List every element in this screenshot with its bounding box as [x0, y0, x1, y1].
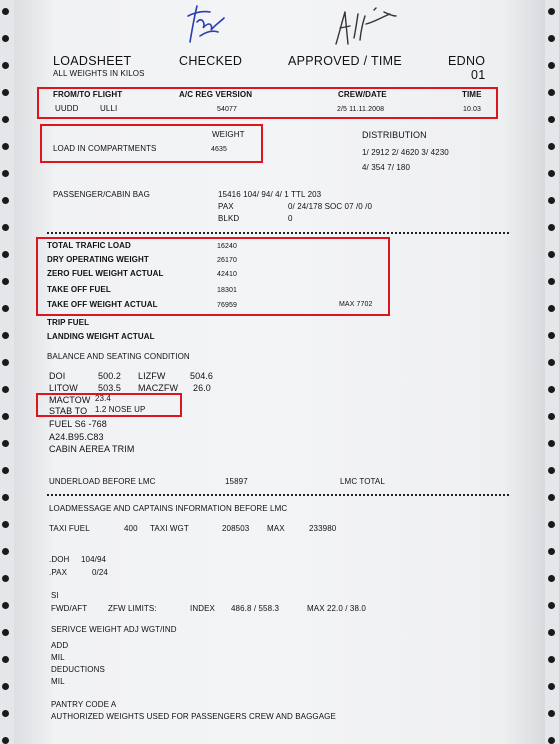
authorized-weights-note: AUTHORIZED WEIGHTS USED FOR PASSENGERS CREW AND BAGGAGE — [51, 712, 336, 721]
feed-hole — [2, 467, 9, 474]
weight-row-label: TAKE OFF WEIGHT ACTUAL — [47, 300, 158, 309]
feed-hole — [548, 602, 555, 609]
feed-hole — [2, 548, 9, 555]
feed-hole — [548, 737, 555, 744]
blkd-label: BLKD — [218, 214, 240, 223]
time-label: TIME — [462, 90, 482, 99]
flight-to: ULLI — [100, 104, 118, 113]
weights-unit-note: ALL WEIGHTS IN KILOS — [53, 69, 145, 78]
feed-hole — [2, 683, 9, 690]
service-mil-1: MIL — [51, 653, 65, 662]
doh-pax-label: .PAX — [49, 568, 68, 577]
taxi-fuel-value: 400 — [124, 524, 138, 533]
underload-label: UNDERLOAD BEFORE LMC — [49, 477, 156, 486]
feed-hole — [2, 197, 9, 204]
crew-date-label: CREW/DATE — [338, 90, 387, 99]
weight-row-label: ZERO FUEL WEIGHT ACTUAL — [47, 269, 164, 278]
feed-hole — [2, 521, 9, 528]
time-value: 10.03 — [463, 106, 482, 113]
fuel-index: FUEL S6 -768 — [49, 419, 107, 429]
taxi-max-label: MAX — [267, 524, 285, 533]
feed-hole — [2, 35, 9, 42]
checked-label: CHECKED — [179, 54, 243, 68]
feed-hole — [2, 278, 9, 285]
feed-hole — [548, 35, 555, 42]
maczfw-label: MACZFW — [138, 383, 179, 393]
weight-row-label: DRY OPERATING WEIGHT — [47, 255, 149, 264]
load-in-compartments-value: 4635 — [211, 146, 227, 153]
feed-hole — [2, 359, 9, 366]
feed-hole — [2, 602, 9, 609]
pax-value: 0/ 24/178 SOC 07 /0 /0 — [288, 202, 373, 211]
feed-hole — [2, 170, 9, 177]
feed-hole — [548, 656, 555, 663]
blkd-value: 0 — [288, 214, 293, 223]
feed-hole — [2, 710, 9, 717]
pax-label: PAX — [218, 202, 234, 211]
mactow-label: MACTOW — [49, 395, 91, 405]
feed-hole — [2, 332, 9, 339]
passenger-cabin-bag-values: 15416 104/ 94/ 4/ 1 TTL 203 — [218, 190, 322, 199]
taxi-max-value: 233980 — [309, 524, 337, 533]
feed-hole — [2, 494, 9, 501]
feed-hole — [548, 629, 555, 636]
feed-hole — [548, 116, 555, 123]
index-value: 486.8 / 558.3 — [231, 604, 280, 613]
feed-hole — [2, 89, 9, 96]
approved-time-label: APPROVED / TIME — [288, 54, 403, 68]
feed-hole — [548, 494, 555, 501]
distribution-label: DISTRIBUTION — [362, 130, 427, 140]
max-limits-value: MAX 22.0 / 38.0 — [307, 604, 366, 613]
feed-hole — [548, 521, 555, 528]
feed-hole — [548, 575, 555, 582]
feed-hole — [2, 116, 9, 123]
feed-hole — [548, 251, 555, 258]
distribution-line-1: 1/ 2912 2/ 4620 3/ 4230 — [362, 148, 449, 157]
feed-hole — [548, 143, 555, 150]
feed-hole — [548, 710, 555, 717]
load-in-compartments-label: LOAD IN COMPARTMENTS — [53, 144, 157, 153]
feed-hole — [548, 170, 555, 177]
feed-hole — [548, 89, 555, 96]
weight-row-label: TAKE OFF FUEL — [47, 285, 111, 294]
feed-hole — [548, 8, 555, 15]
doi-value: 500.2 — [98, 371, 122, 381]
weight-column-label: WEIGHT — [212, 130, 245, 139]
feed-hole — [548, 386, 555, 393]
feed-hole — [548, 278, 555, 285]
feed-hole — [548, 197, 555, 204]
feed-hole — [2, 575, 9, 582]
approved-signature — [330, 4, 400, 48]
feed-hole — [2, 62, 9, 69]
fwd-aft-label: FWD/AFT — [51, 604, 88, 613]
feed-hole — [2, 656, 9, 663]
feed-hole — [548, 467, 555, 474]
feed-hole — [2, 413, 9, 420]
weight-row-value: 18301 — [217, 287, 237, 294]
loadsheet-title: LOADSHEET — [53, 54, 132, 68]
checked-signature — [180, 2, 230, 44]
feed-hole — [548, 332, 555, 339]
cabin-section-codes: A24.B95.C83 — [49, 432, 104, 442]
feed-hole — [548, 440, 555, 447]
max-takeoff-weight: MAX 7702 — [339, 301, 373, 308]
underload-value: 15897 — [225, 477, 248, 486]
weight-row-value: 42410 — [217, 271, 237, 278]
weight-row-value: 26170 — [217, 257, 237, 264]
doi-label: DOI — [49, 371, 66, 381]
mactow-value: 23.4 — [95, 394, 111, 403]
lizfw-value: 504.6 — [190, 371, 214, 381]
weight-row-label: TOTAL TRAFIC LOAD — [47, 241, 131, 250]
weight-row-value: 76959 — [217, 302, 237, 309]
lmc-total-label: LMC TOTAL — [340, 477, 385, 486]
flight-from: UUDD — [55, 104, 79, 113]
doh-pax-value: 0/24 — [92, 568, 108, 577]
litow-label: LITOW — [49, 383, 78, 393]
ac-reg-label: A/C REG VERSION — [179, 90, 253, 99]
feed-hole — [548, 548, 555, 555]
ac-reg-value: 54077 — [217, 106, 237, 113]
dotted-separator-2 — [47, 494, 509, 496]
feed-hole — [2, 737, 9, 744]
service-add: ADD — [51, 641, 69, 650]
crew-date-value: 2/5 11.11.2008 — [337, 106, 385, 113]
edno-value: 01 — [471, 68, 486, 82]
balance-title: BALANCE AND SEATING CONDITION — [47, 352, 190, 361]
taxi-fuel-label: TAXI FUEL — [49, 524, 90, 533]
feed-hole — [548, 683, 555, 690]
doh-value: 104/94 — [81, 555, 107, 564]
passenger-cabin-bag-label: PASSENGER/CABIN BAG — [53, 190, 150, 199]
zfw-limits-label: ZFW LIMITS: — [108, 604, 157, 613]
landing-weight-label: LANDING WEIGHT ACTUAL — [47, 332, 155, 341]
maczfw-value: 26.0 — [193, 383, 211, 393]
feed-hole — [548, 62, 555, 69]
weight-row-value: 16240 — [217, 243, 237, 250]
litow-value: 503.5 — [98, 383, 122, 393]
feed-hole — [548, 413, 555, 420]
loadmessage-title: LOADMESSAGE AND CAPTAINS INFORMATION BEFORE LMC — [49, 504, 288, 513]
feed-hole — [548, 305, 555, 312]
from-to-flight-label: FROM/TO FLIGHT — [53, 90, 123, 99]
trip-fuel-label: TRIP FUEL — [47, 318, 90, 327]
distribution-line-2: 4/ 354 7/ 180 — [362, 163, 411, 172]
edno-label: EDNO — [448, 54, 486, 68]
feed-hole — [2, 143, 9, 150]
stab-to-label: STAB TO — [49, 406, 88, 416]
doh-label: .DOH — [49, 555, 70, 564]
service-mil-2: MIL — [51, 677, 65, 686]
taxi-weight-value: 208503 — [222, 524, 250, 533]
stab-to-value: 1.2 NOSE UP — [95, 405, 146, 414]
feed-hole — [548, 224, 555, 231]
feed-hole — [2, 8, 9, 15]
index-label: INDEX — [190, 604, 215, 613]
dotted-separator — [47, 232, 509, 234]
cabin-area-trim: CABIN AEREA TRIM — [49, 444, 135, 454]
feed-hole — [548, 359, 555, 366]
service-weight-title: SERIVCE WEIGHT ADJ WGT/IND — [51, 625, 177, 634]
lizfw-label: LIZFW — [138, 371, 166, 381]
feed-hole — [2, 386, 9, 393]
feed-hole — [2, 629, 9, 636]
feed-hole — [2, 251, 9, 258]
pantry-code: PANTRY CODE A — [51, 700, 117, 709]
service-deductions: DEDUCTIONS — [51, 665, 105, 674]
feed-hole — [2, 440, 9, 447]
feed-hole — [2, 305, 9, 312]
taxi-weight-label: TAXI WGT — [150, 524, 189, 533]
si-label: SI — [51, 591, 59, 600]
feed-hole — [2, 224, 9, 231]
